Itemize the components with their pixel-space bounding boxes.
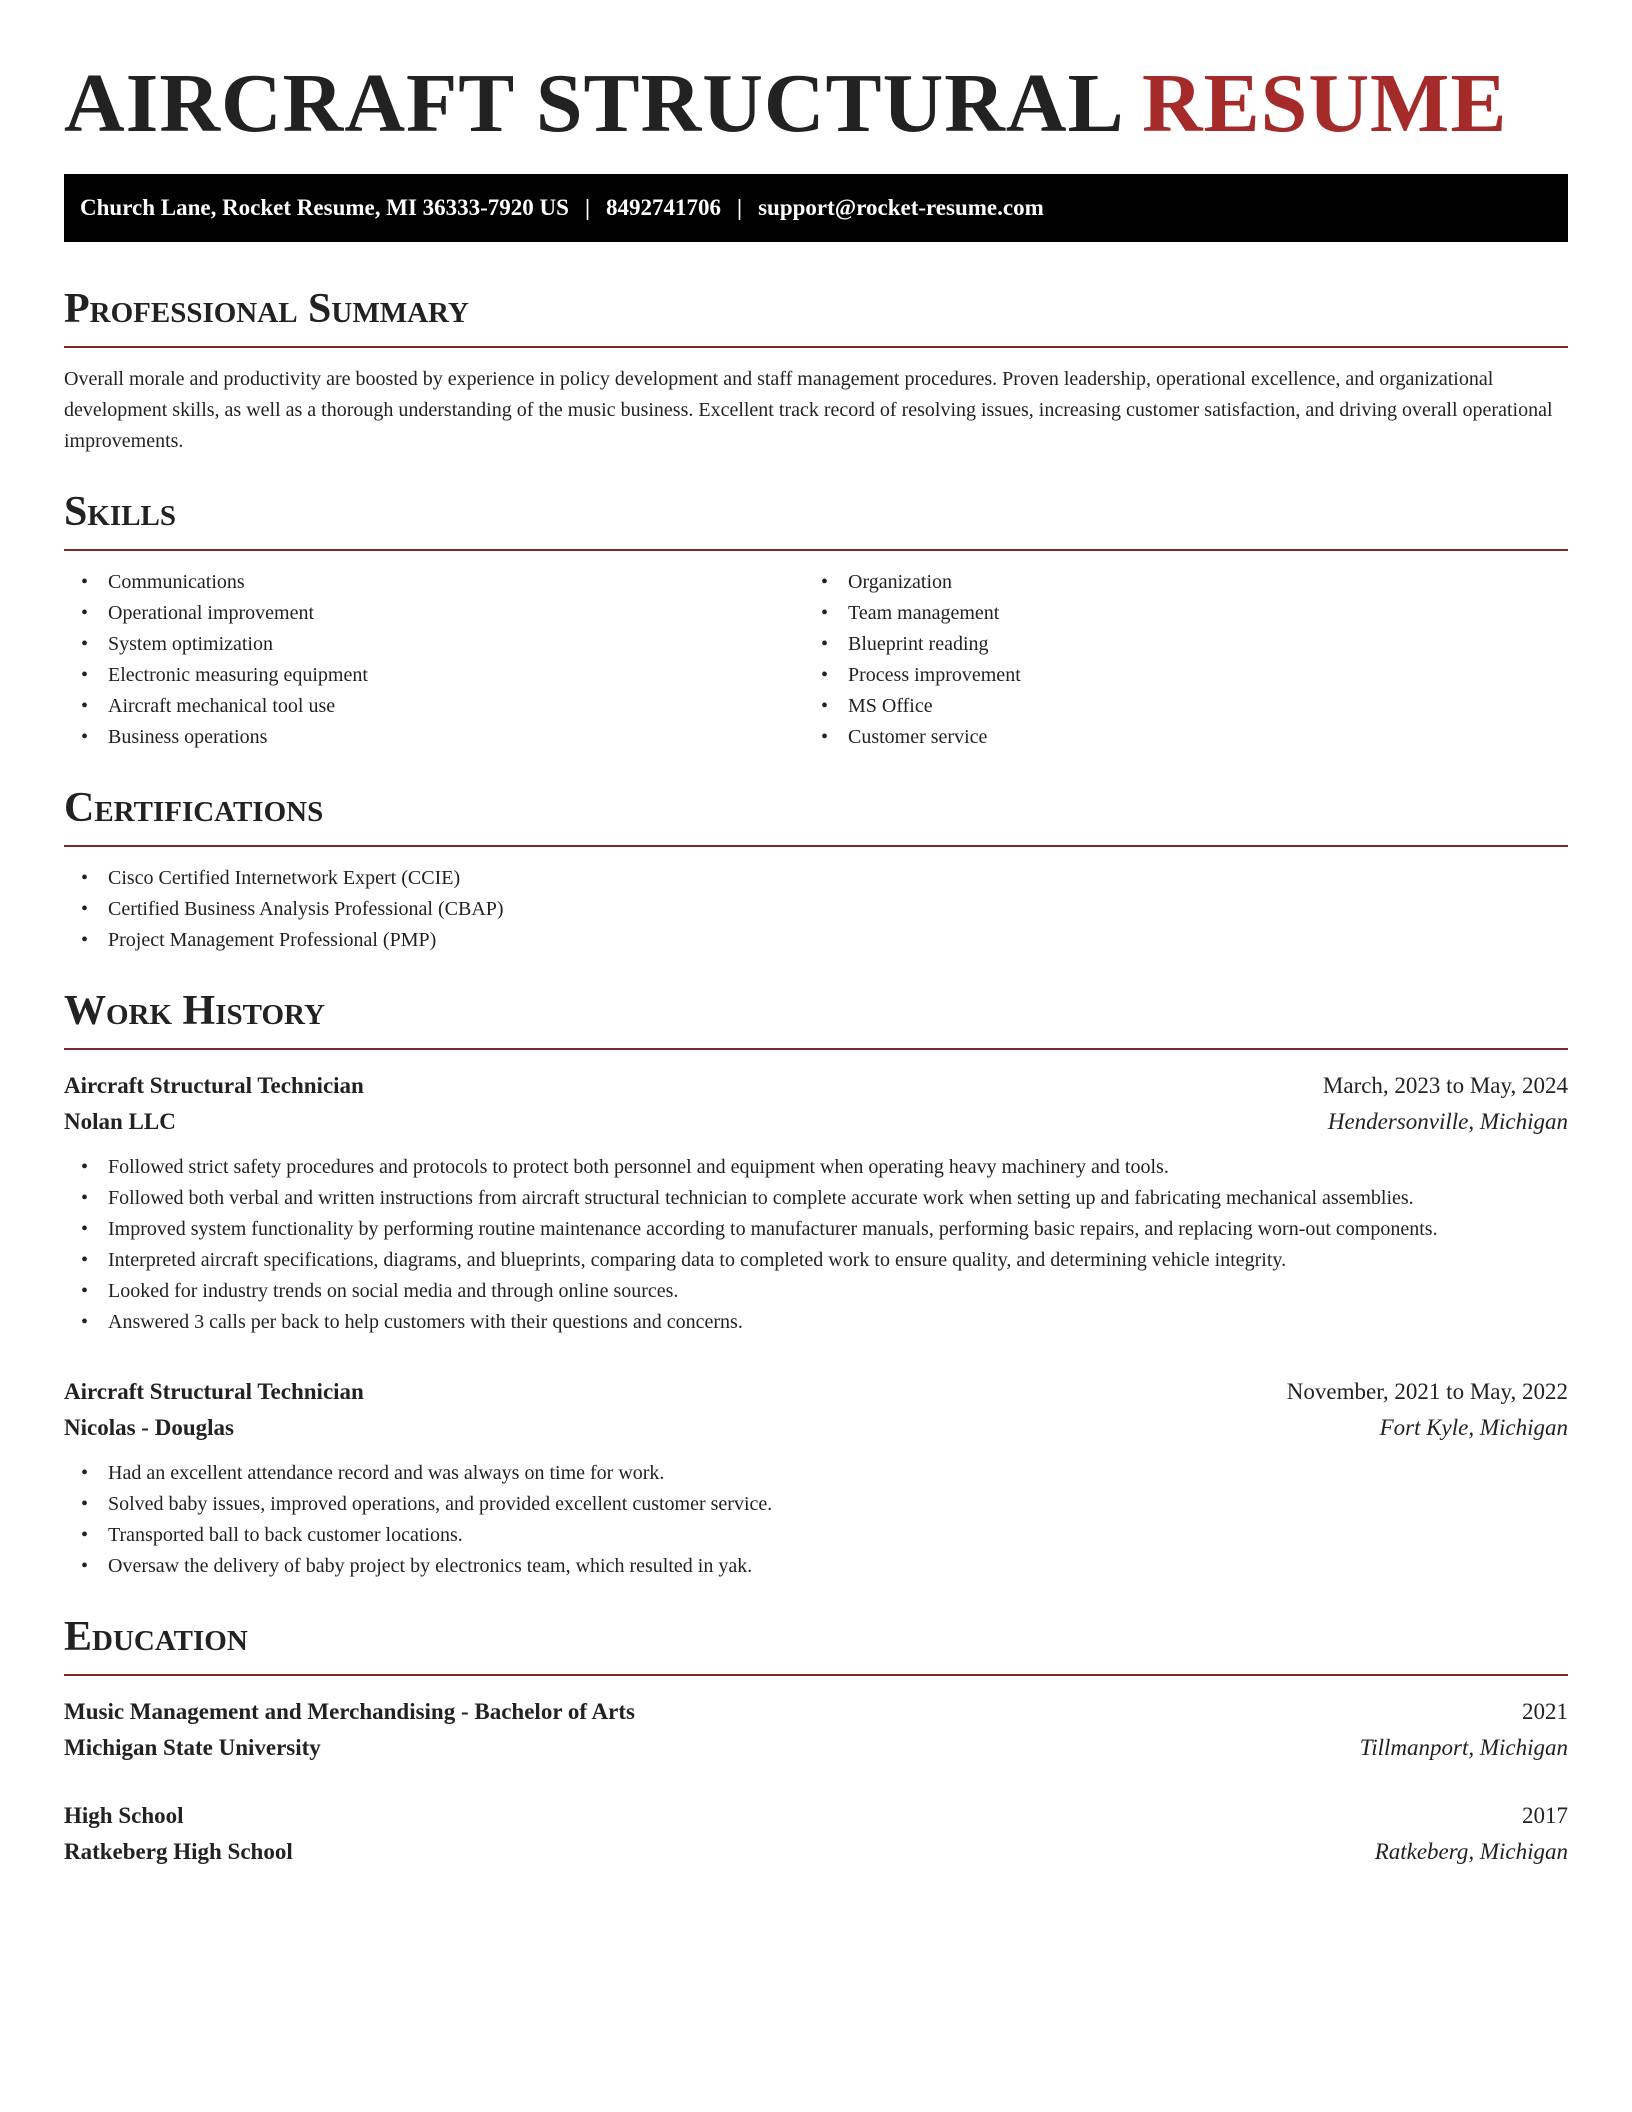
list-item: • System optimization [64,629,804,660]
job-entry [64,1374,1568,1582]
list-item: • Answered 3 calls per back to help customers with their questions and concerns. [64,1307,1568,1338]
list-item: • Followed both verbal and written instructions from aircraft structural technician to complete accurate work when setting up and fabricating mechanical assemblies. [64,1183,1568,1214]
summary-section [64,284,1568,457]
education-entry [64,1694,1568,1766]
education-location: Ratkeberg, Michigan [1374,1839,1568,1864]
list-item: • Transported ball to back customer locations. [64,1520,1568,1551]
list-item: • Oversaw the delivery of baby project by electronics team, which resulted in yak. [64,1551,1568,1582]
list-item: • Process improvement [804,660,1544,691]
list-item: • Communications [64,567,804,598]
list-item: • Solved baby issues, improved operations, and provided excellent customer service. [64,1489,1568,1520]
list-item: • Cisco Certified Internetwork Expert (CCIE) [64,863,1568,894]
title-accent: RESUME [1141,57,1508,150]
skills-list-left [64,567,804,753]
job-location: Fort Kyle, Michigan [1379,1415,1568,1440]
skills-list-right [804,567,1544,753]
education-school: Michigan State University [64,1735,321,1760]
list-item: • Looked for industry trends on social media and through online sources. [64,1276,1568,1307]
summary-text: Overall morale and productivity are boosted by experience in policy development and staff management procedures. Proven leadership, operational excellence, and organizational development skills, as well as a thorough understanding of the music business. Excellent track record of resolving issues, increasing customer satisfaction, and driving overall operational improvements. [64,368,1553,452]
education-location: Tillmanport, Michigan [1359,1735,1568,1760]
resume-page [64,56,1568,1870]
job-company: Nicolas - Douglas [64,1415,234,1440]
list-item: • Organization [804,567,1544,598]
section-heading: Certifications [64,785,324,831]
contact-bar [64,174,1568,242]
section-divider [64,1674,1568,1676]
education-school-row [64,1834,1568,1870]
job-title-row [64,1068,1568,1104]
section-divider [64,1048,1568,1050]
skills-section [64,487,1568,753]
skills-columns [64,567,1568,753]
job-dates: November, 2021 to May, 2022 [1286,1379,1568,1404]
education-school: Ratkeberg High School [64,1839,293,1864]
contact-separator: | [737,195,743,220]
resume-title [64,56,1568,152]
job-bullets [64,1458,1568,1582]
certifications-section [64,783,1568,956]
section-divider [64,549,1568,551]
job-company-row [64,1104,1568,1140]
education-degree-row [64,1798,1568,1834]
education-school-row [64,1730,1568,1766]
section-heading: Skills [64,489,177,535]
education-year: 2017 [1522,1803,1568,1828]
section-divider [64,346,1568,348]
contact-address: Church Lane, Rocket Resume, MI 36333-7920 US [80,195,569,220]
list-item: • Aircraft mechanical tool use [64,691,804,722]
list-item: • MS Office [804,691,1544,722]
job-title: Aircraft Structural Technician [64,1379,364,1404]
job-company: Nolan LLC [64,1109,176,1134]
education-degree-row [64,1694,1568,1730]
work-history-section [64,986,1568,1582]
list-item: • Team management [804,598,1544,629]
job-title-row [64,1374,1568,1410]
job-location: Hendersonville, Michigan [1327,1109,1568,1134]
job-dates: March, 2023 to May, 2024 [1322,1073,1568,1098]
job-bullets [64,1152,1568,1338]
certifications-list [64,863,1568,956]
title-main: AIRCRAFT STRUCTURAL [64,57,1120,150]
job-title: Aircraft Structural Technician [64,1073,364,1098]
list-item: • Electronic measuring equipment [64,660,804,691]
list-item: • Interpreted aircraft specifications, diagrams, and blueprints, comparing data to completed work to ensure quality, and determining vehicle integrity. [64,1245,1568,1276]
list-item: • Operational improvement [64,598,804,629]
education-section [64,1612,1568,1870]
education-degree: Music Management and Merchandising - Bachelor of Arts [64,1699,635,1724]
section-divider [64,845,1568,847]
list-item: • Certified Business Analysis Professional (CBAP) [64,894,1568,925]
list-item: • Blueprint reading [804,629,1544,660]
section-heading: Education [64,1614,248,1660]
section-heading: Work History [64,988,325,1034]
list-item: • Improved system functionality by performing routine maintenance according to manufacturer manuals, performing basic repairs, and replacing worn-out components. [64,1214,1568,1245]
contact-separator: | [584,195,591,220]
contact-phone: 8492741706 [606,195,722,220]
list-item: • Customer service [804,722,1544,753]
list-item: • Business operations [64,722,804,753]
list-item: • Followed strict safety procedures and protocols to protect both personnel and equipment when operating heavy machinery and tools. [64,1152,1568,1183]
job-entry [64,1068,1568,1338]
education-year: 2021 [1522,1699,1568,1724]
education-entry [64,1798,1568,1870]
section-heading: Professional Summary [64,286,469,332]
education-degree: High School [64,1803,184,1828]
contact-email: support@rocket-resume.com [758,195,1044,220]
list-item: • Project Management Professional (PMP) [64,925,1568,956]
list-item: • Had an excellent attendance record and was always on time for work. [64,1458,1568,1489]
job-company-row [64,1410,1568,1446]
